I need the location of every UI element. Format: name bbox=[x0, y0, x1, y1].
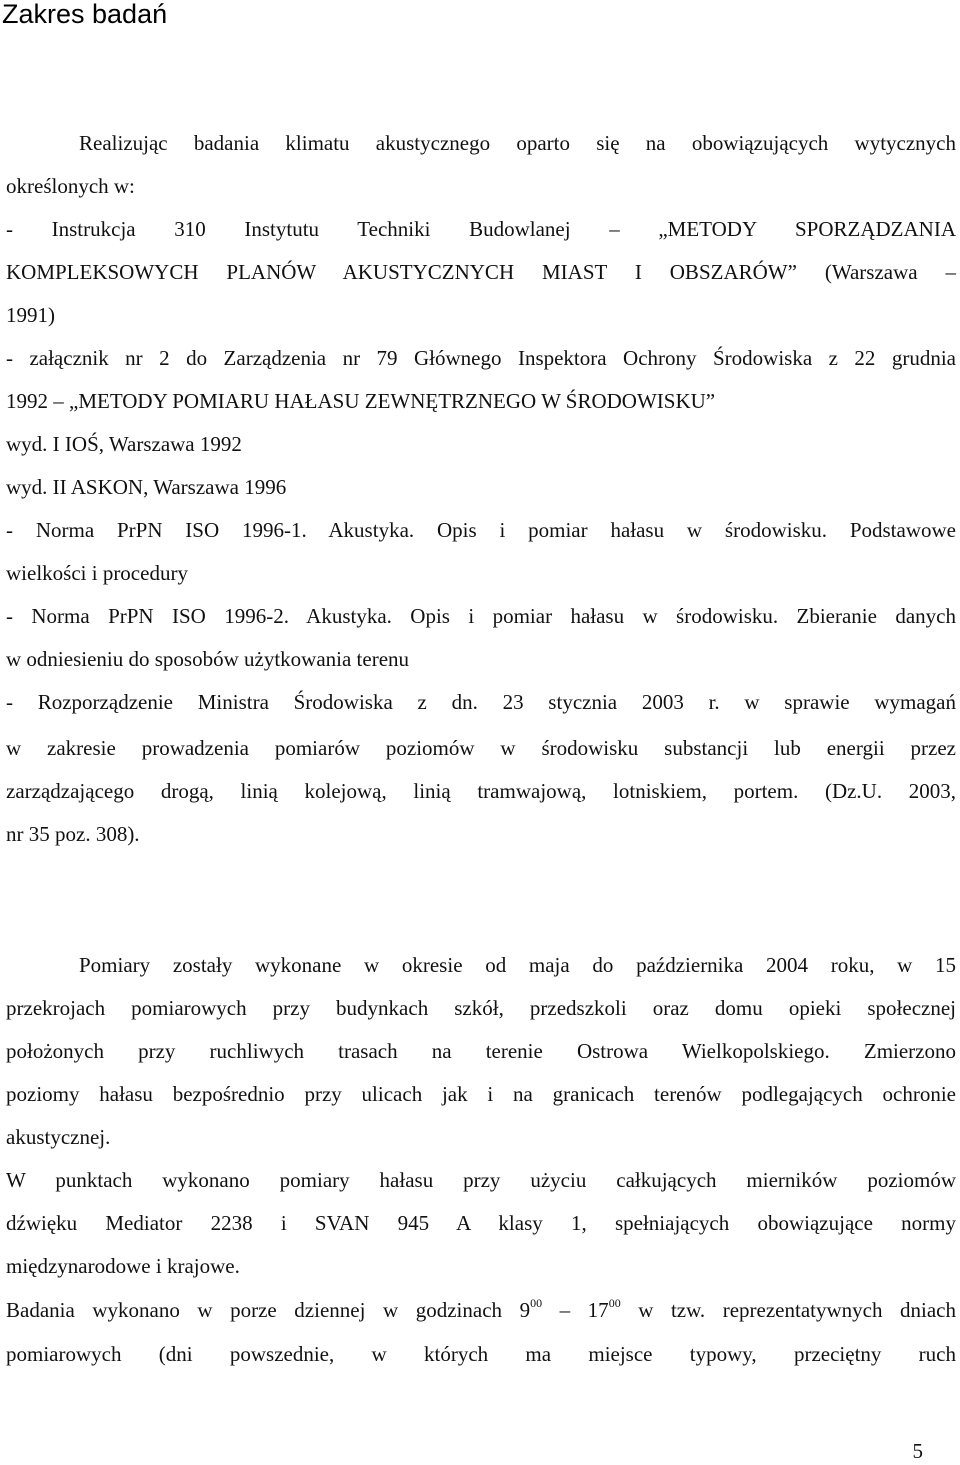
paragraph-badania-line-1 bbox=[6, 1296, 956, 1324]
list-item-instrukcja-line-1: - Instrukcja 310 Instytutu Techniki Budowlanej – „METODY SPORZĄDZANIA bbox=[6, 217, 956, 241]
paragraph-badania-line-2: pomiarowych (dni powszednie, w których ma miejsce typowy, przeciętny ruch bbox=[6, 1342, 956, 1366]
badania-text-b: – 17 bbox=[542, 1298, 609, 1322]
time-end-superscript: 00 bbox=[608, 1296, 621, 1310]
paragraph-punkty-line-3: międzynarodowe i krajowe. bbox=[6, 1254, 240, 1278]
paragraph-punkty-line-2: dźwięku Mediator 2238 i SVAN 945 A klasy 1, spełniających obowiązujące normy bbox=[6, 1211, 956, 1235]
list-item-rozporzadzenie-line-1: - Rozporządzenie Ministra Środowiska z dn. 23 stycznia 2003 r. w sprawie wymagań bbox=[6, 690, 956, 714]
list-item-instrukcja-line-3: 1991) bbox=[6, 303, 55, 327]
paragraph-punkty-line-1: W punktach wykonano pomiary hałasu przy użyciu całkujących mierników poziomów bbox=[6, 1168, 956, 1192]
list-item-norma-1-line-1: - Norma PrPN ISO 1996-1. Akustyka. Opis i pomiar hałasu w środowisku. Podstawowe bbox=[6, 518, 956, 542]
badania-text-c: w tzw. reprezentatywnych dniach bbox=[620, 1298, 956, 1322]
page-heading: Zakres badań bbox=[2, 0, 168, 29]
page-number: 5 bbox=[912, 1439, 923, 1463]
list-item-zalacznik-line-1: - załącznik nr 2 do Zarządzenia nr 79 Głównego Inspektora Ochrony Środowiska z 22 grudnia bbox=[6, 346, 956, 370]
list-item-rozporzadzenie-line-4: nr 35 poz. 308). bbox=[6, 822, 140, 846]
list-item-rozporzadzenie-line-2: w zakresie prowadzenia pomiarów poziomów w środowisku substancji lub energii przez bbox=[6, 736, 956, 760]
paragraph-pomiary-line-5: akustycznej. bbox=[6, 1125, 111, 1149]
paragraph-pomiary-line-4: poziomy hałasu bezpośrednio przy ulicach jak i na granicach terenów podlegających ochronie bbox=[6, 1082, 956, 1106]
list-item-zalacznik-line-3: wyd. I IOŚ, Warszawa 1992 bbox=[6, 432, 242, 456]
intro-line-1: Realizując badania klimatu akustycznego oparto się na obowiązujących wytycznych bbox=[79, 131, 956, 155]
time-start-superscript: 00 bbox=[530, 1296, 543, 1310]
list-item-zalacznik-line-4: wyd. II ASKON, Warszawa 1996 bbox=[6, 475, 287, 499]
list-item-rozporzadzenie-line-3: zarządzającego drogą, linią kolejową, linią tramwajową, lotniskiem, portem. (Dz.U. 2003, bbox=[6, 779, 956, 803]
intro-line-2: określonych w: bbox=[6, 174, 135, 198]
paragraph-pomiary-line-2: przekrojach pomiarowych przy budynkach szkół, przedszkoli oraz domu opieki społecznej bbox=[6, 996, 956, 1020]
paragraph-pomiary-line-1: Pomiary zostały wykonane w okresie od maja do października 2004 roku, w 15 bbox=[79, 953, 956, 977]
list-item-instrukcja-line-2: KOMPLEKSOWYCH PLANÓW AKUSTYCZNYCH MIAST I OBSZARÓW” (Warszawa – bbox=[6, 260, 956, 284]
list-item-norma-2-line-1: - Norma PrPN ISO 1996-2. Akustyka. Opis i pomiar hałasu w środowisku. Zbieranie danych bbox=[6, 604, 956, 628]
badania-text-a: Badania wykonano w porze dziennej w godzinach 9 bbox=[6, 1298, 531, 1322]
list-item-norma-2-line-2: w odniesieniu do sposobów użytkowania terenu bbox=[6, 647, 410, 671]
list-item-norma-1-line-2: wielkości i procedury bbox=[6, 561, 188, 585]
list-item-zalacznik-line-2: 1992 – „METODY POMIARU HAŁASU ZEWNĘTRZNEGO W ŚRODOWISKU” bbox=[6, 389, 716, 413]
paragraph-pomiary-line-3: położonych przy ruchliwych trasach na terenie Ostrowa Wielkopolskiego. Zmierzono bbox=[6, 1039, 956, 1063]
